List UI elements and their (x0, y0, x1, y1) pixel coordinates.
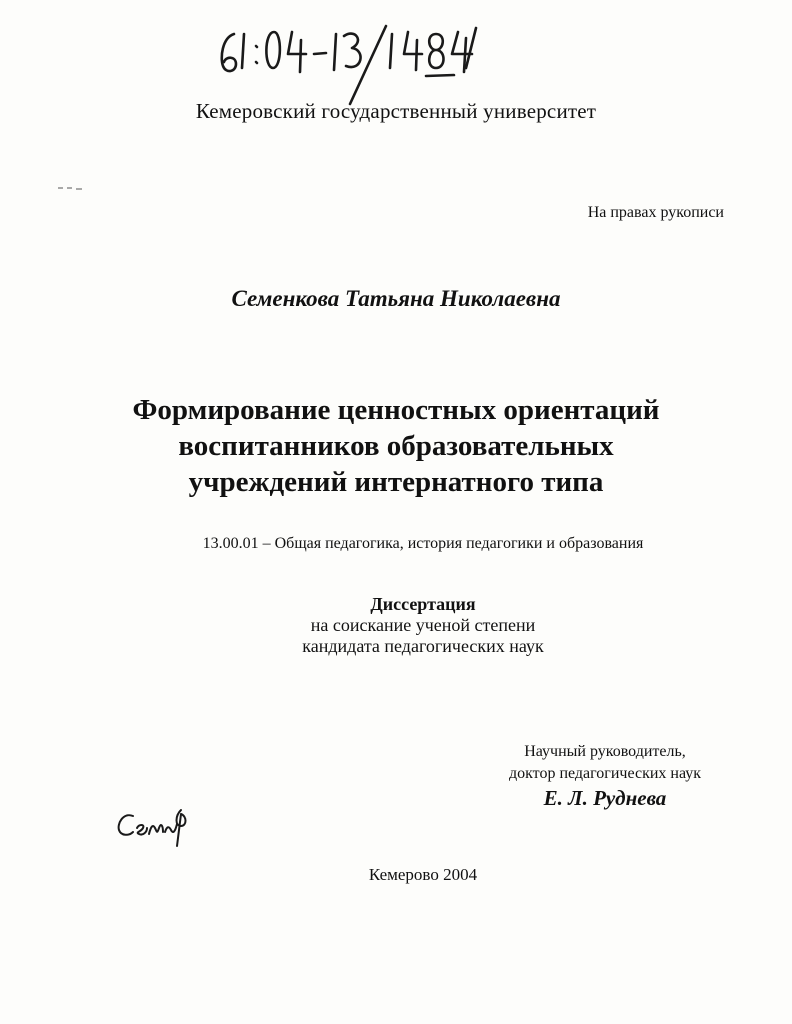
thesis-degree-line: кандидата педагогических наук (302, 636, 544, 656)
supervisor-degree: доктор педагогических наук (508, 765, 702, 782)
supervisor-block (470, 741, 740, 811)
manuscript-rights-note: На правах рукописи (587, 204, 724, 221)
thesis-degree-line: на соискание ученой степени (310, 615, 536, 635)
supervisor-role: Научный руководитель, (524, 743, 686, 760)
scan-artifact-marks (58, 178, 84, 184)
thesis-description (0, 594, 792, 657)
title-line: Формирование ценностных ориентаций (132, 394, 660, 426)
title-line: учреждений интернатного типа (188, 466, 604, 498)
dissertation-title (90, 392, 702, 500)
archive-code-drawing (214, 20, 484, 110)
supervisor-name: Е. Л. Руднева (543, 786, 667, 810)
university-name: Кемеровский государственный университет (195, 99, 597, 123)
specialty-code: 13.00.01 – Общая педагогика, история педагогики и образования (202, 535, 644, 552)
handwritten-signature (115, 806, 195, 848)
author-name: Семенкова Татьяна Николаевна (231, 286, 561, 311)
city-year: Кемерово 2004 (368, 865, 478, 884)
title-line: воспитанников образовательных (178, 430, 614, 462)
thesis-label: Диссертация (370, 594, 476, 614)
signature-drawing (115, 806, 195, 848)
archive-code-handwritten (214, 20, 484, 110)
